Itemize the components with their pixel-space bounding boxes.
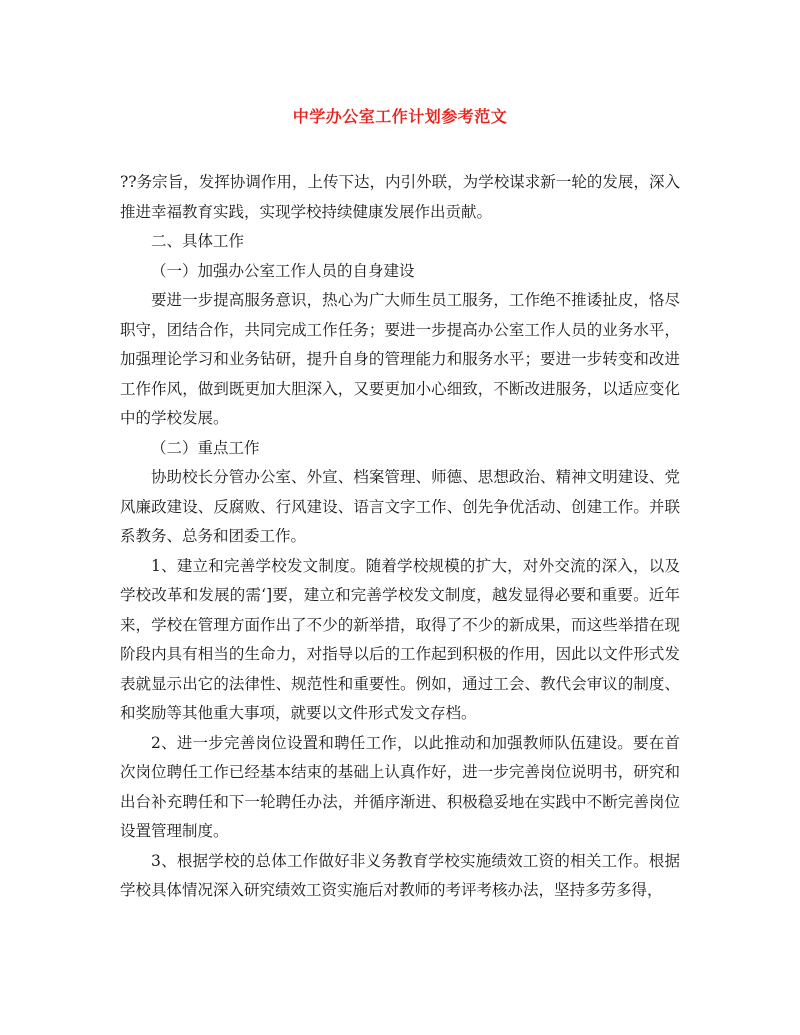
paragraph: 2、进一步完善岗位设置和聘任工作，以此推动和加强教师队伍建设。要在首次岗位聘任工作已经基本结束的基础上认真作好，进一步完善岗位说明书，研究和出台补充聘任和下一轮聘任办法，并循序渐进、积极稳妥地在实践中不断完善岗位设置管理制度。 [120,733,680,840]
subsection-heading: （二）重点工作 [151,438,260,457]
document-body [120,168,680,906]
paragraph: 协助校长分管办公室、外宣、档案管理、师德、思想政治、精神文明建设、党风廉政建设、反腐败、行风建设、语言文字工作、创先争优活动、创建工作。并联系教务、总务和团委工作。 [120,468,680,545]
paragraph: 要进一步提高服务意识，热心为广大师生员工服务，工作绝不推诿扯皮，恪尽职守，团结合作，共同完成工作任务；要进一步提高办公室工作人员的业务水平，加强理论学习和业务钻研，提升自身的管理能力和服务水平；要进一步转变和改进工作作风，做到既更加大胆深入，又要更加小心细致，不断改进服务，以适应变化中的学校发展。 [120,291,680,427]
section-heading: 二、具体工作 [151,232,245,250]
document-title: 中学办公室工作计划参考范文 [292,107,508,126]
paragraph: ??务宗旨，发挥协调作用，上传下达，内引外联，为学校谋求新一轮的发展，深入推进幸福教育实践，实现学校持续健康发展作出贡献。 [120,173,680,221]
subsection-heading: （一）加强办公室工作人员的自身建设 [151,261,415,280]
paragraph: 3、根据学校的总体工作做好非义务教育学校实施绩效工资的相关工作。根据学校具体情况深入研究绩效工资实施后对教师的考评考核办法，坚持多劳多得， [120,851,680,899]
paragraph: 1、建立和完善学校发文制度。随着学校规模的扩大，对外交流的深入，以及学校改革和发展的需‘]要，建立和完善学校发文制度，越发显得必要和重要。近年来，学校在管理方面作出了不少的新举措，取得了不少的新成果，而这些举措在现阶段内具有相当的生命力，对指导以后的工作起到积极的作用，因此以文件形式发表就显示出它的法律性、规范性和重要性。例如，通过工会、教代会审议的制度、和奖励等其他重大事项，就要以文件形式发文存档。 [120,556,680,722]
